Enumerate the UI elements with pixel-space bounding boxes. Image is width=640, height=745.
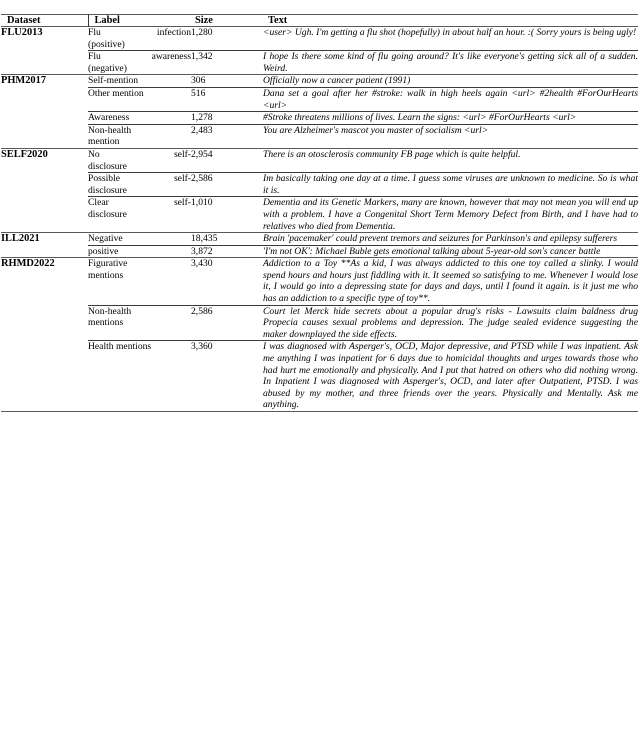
size-cell: 3,872: [191, 245, 263, 258]
dataset-cell: [1, 258, 88, 412]
size-cell: 2,586: [191, 173, 263, 197]
table-header-row: [1, 15, 638, 27]
label-line: disclosure: [88, 208, 127, 220]
table-row: [1, 124, 638, 148]
text-cell: I hope Is there some kind of flu going around? It's like everyone's getting sick all of a sudden. Weird.: [263, 51, 638, 74]
table-row: [1, 75, 638, 88]
label-cell: [88, 27, 191, 51]
dataset-name: PHM2017: [1, 75, 47, 87]
text-cell: Brain 'pacemaker' could prevent tremors and seizures for Parkinson's and epilepsy sufferers: [263, 233, 638, 246]
label-cell: [88, 305, 191, 341]
text-cell: Dana set a goal after her #stroke: walk in high heels again <url> #2health #ForOurHearts <url>: [263, 87, 638, 111]
rule-seg: [1, 412, 88, 413]
label-cell: [88, 75, 191, 88]
label-line: mentions: [88, 269, 124, 281]
size-cell: 3,430: [191, 258, 263, 305]
dataset-cell: [1, 148, 88, 232]
size-cell: 516: [191, 87, 263, 111]
dataset-name: ILL2021: [1, 233, 40, 245]
label-cell: [88, 233, 191, 246]
label-line: Flu awareness: [88, 51, 191, 63]
text-cell: There is an otosclerosis community FB page which is quite helpful.: [263, 148, 638, 172]
text-cell: You are Alzheimer's mascot you master of socialism <url>: [263, 124, 638, 148]
size-cell: 2,483: [191, 124, 263, 148]
dataset-name: SELF2020: [1, 148, 48, 160]
label-line: (positive): [88, 38, 125, 50]
label-line: Awareness: [88, 112, 130, 124]
label-cell: [88, 124, 191, 148]
label-cell: [88, 148, 191, 172]
table-row: [1, 148, 638, 172]
size-cell: 1,278: [191, 112, 263, 125]
size-cell: 1,342: [191, 51, 263, 75]
table-row: [1, 258, 638, 305]
text-cell: <user> Ugh. I'm getting a flu shot (hopefully) in about half an hour. :( Sorry yours is being ugly!: [263, 27, 638, 51]
size-cell: 2,586: [191, 305, 263, 341]
label-line: Non-health: [88, 305, 132, 317]
size-cell: 18,435: [191, 233, 263, 246]
table-header: [1, 15, 638, 27]
table-row: [1, 341, 638, 412]
text-cell: #Stroke threatens millions of lives. Learn the signs: <url> #ForOurHearts <url>: [263, 112, 638, 125]
label-line: Self-mention: [88, 75, 139, 87]
size-cell: 306: [191, 75, 263, 88]
text-cell: Dementia and its Genetic Markers, many are known, however that may not mean you will end up with a problem. I have a Congenital Short Term Memory Defect from Birth, and I have had to relatives who died from Dementia.: [263, 197, 638, 232]
label-line: No self-: [88, 148, 191, 160]
label-line: disclosure: [88, 160, 127, 172]
column-header-label: Label: [94, 15, 120, 26]
dataset-name: FLU2013: [1, 27, 43, 38]
column-header-text: Text: [268, 15, 288, 26]
label-cell: [88, 197, 191, 233]
label-line: Other mention: [88, 87, 144, 99]
size-cell: 1,280: [191, 27, 263, 51]
table-row: [1, 233, 638, 246]
size-cell: 1,010: [191, 197, 263, 233]
dataset-name: RHMD2022: [1, 258, 55, 270]
table-row: [1, 197, 638, 233]
size-cell: 3,360: [191, 341, 263, 412]
label-line: (negative): [88, 62, 127, 74]
table-row: [1, 173, 638, 197]
label-line: mentions: [88, 317, 124, 329]
text-cell: Court let Merck hide secrets about a popular drug's risks - Lawsuits claim baldness drug Propecia causes sexual problems and depression. The judge sealed evidence suggesting the maker downplayed the side effects.: [263, 305, 638, 340]
text-cell: I was diagnosed with Asperger's, OCD, Major depressive, and PTSD while I was inpatient. Ask me anything I was inpatient for 6 days due to homicidal thoughts and urges towards those who had hurt me emotionally and physically. And I put that hatred on others who did nothing wrong. In Inpatient I was diagnosed with Asperger's, OCD, and later after Outpatient, PTSD. I was abused by my mother, and three friends over the years. Physically and Mentally. Ask me anything.: [263, 341, 638, 411]
label-cell: [88, 87, 191, 111]
label-line: Negative: [88, 233, 123, 245]
label-line: mention: [88, 136, 120, 148]
label-line: disclosure: [88, 184, 127, 196]
rule-seg: [263, 412, 638, 413]
table-bottom-rule: [1, 412, 638, 413]
label-cell: [88, 245, 191, 258]
rule-seg: [88, 412, 191, 413]
table-row: [1, 112, 638, 125]
label-line: Figurative: [88, 258, 128, 270]
label-cell: [88, 173, 191, 197]
label-line: Flu infection: [88, 27, 191, 38]
label-cell: [88, 258, 191, 305]
text-cell: 'I'm not OK': Michael Buble gets emotional talking about 5-year-old son's cancer battle: [263, 245, 638, 258]
label-cell: [88, 112, 191, 125]
text-cell: Officially now a cancer patient (1991): [263, 75, 638, 88]
label-cell: [88, 51, 191, 75]
table-row: [1, 51, 638, 75]
table-row: [1, 87, 638, 111]
rule-seg: [191, 412, 263, 413]
table-row: [1, 245, 638, 258]
dataset-cell: [1, 27, 88, 75]
label-line: Possible self-: [88, 173, 191, 185]
label-line: Health mentions: [88, 341, 152, 353]
table-row: [1, 27, 638, 51]
text-cell: Addiction to a Toy **As a kid, I was always addicted to this one toy called a slinky. I would spend hours and hours just fiddling with it. It seemed so satisfying to me. Whenever I would lose it, I would go into a depressing state for days and days, until I found it again. is it just me who has an addiction to a specific type of toy**.: [263, 258, 638, 305]
label-cell: [88, 341, 191, 412]
column-header-dataset: Dataset: [1, 15, 88, 27]
column-header-size: Size: [195, 15, 213, 26]
table-body: [1, 27, 638, 413]
dataset-examples-table: [1, 14, 638, 412]
size-cell: 2,954: [191, 148, 263, 172]
dataset-cell: [1, 75, 88, 149]
text-cell: Im basically taking one day at a time. I guess some viruses are unknown to medicine. So is what it is.: [263, 173, 638, 196]
label-line: Non-health: [88, 124, 132, 136]
dataset-cell: [1, 233, 88, 258]
label-line: positive: [88, 245, 119, 257]
table-row: [1, 305, 638, 341]
label-line: Clear self-: [88, 197, 191, 209]
